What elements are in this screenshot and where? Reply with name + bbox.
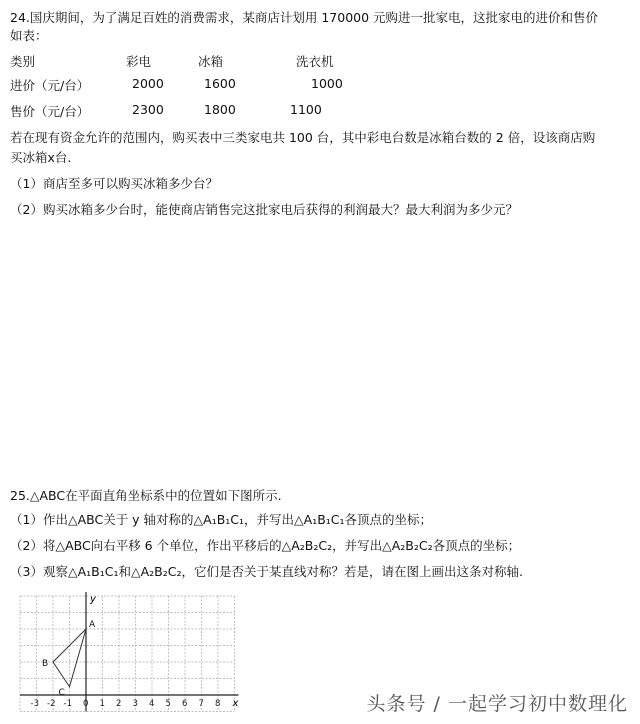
grid-lines [20, 596, 235, 712]
x-tick-label: -2 [47, 699, 56, 709]
x-tick-label: 8 [215, 699, 221, 709]
table-cell: 2300 [132, 102, 164, 117]
vertex-label-b: B [42, 659, 49, 669]
table-cell: 1800 [204, 102, 236, 117]
x-tick-label: 6 [182, 699, 188, 709]
x-tick-label: 3 [132, 699, 138, 709]
triangle-abc [42, 620, 96, 698]
y-axis-label: y [90, 594, 96, 605]
x-tick-label: 2 [116, 699, 122, 709]
table-cell: 1100 [290, 102, 322, 117]
table-cell: 2000 [132, 76, 164, 91]
q25-subquestion-2: （2）将△ABC向右平移 6 个单位，作出平移后的△A₂B₂C₂，并写出△A₂B₂C₂各顶点的坐标； [10, 538, 521, 553]
q24-condition-line2: 买冰箱x台. [10, 150, 72, 165]
table-header-tv: 彩电 [126, 54, 152, 69]
table-header-washer: 洗衣机 [296, 54, 334, 69]
q25-subquestion-1: （1）作出△ABC关于 y 轴对称的△A₁B₁C₁，并写出△A₁B₁C₁各顶点的坐标； [10, 512, 433, 527]
table-cell: 1000 [311, 76, 343, 91]
x-tick-label: 4 [149, 699, 155, 709]
q24-intro-line1: 24.国庆期间，为了满足百姓的消费需求，某商店计划用 170000 元购进一批家电，这批家电的进价和售价 [10, 10, 599, 25]
q24-condition-line1: 若在现有资金允许的范围内，购买表中三类家电共 100 台，其中彩电台数是冰箱台数的 2 倍，设该商店购 [10, 130, 596, 145]
x-tick-label: -1 [63, 699, 72, 709]
axes [20, 592, 239, 712]
x-tick-label: 0 [83, 699, 89, 709]
table-header-category: 类别 [10, 54, 36, 69]
q24-intro-line2: 如表： [10, 28, 48, 43]
coordinate-grid [10, 588, 254, 714]
x-tick-label: 5 [165, 699, 171, 709]
q24-subquestion-1: （1）商店至多可以购买冰箱多少台？ [10, 176, 218, 191]
x-tick-label: 1 [99, 699, 105, 709]
x-axis-label: x [232, 698, 239, 709]
watermark: 头条号 / 一起学习初中数理化 [366, 693, 628, 715]
coordinate-figure [10, 588, 254, 714]
q24-subquestion-2: （2）购买冰箱多少台时，能使商店销售完这批家电后获得的利润最大？最大利润为多少元？ [10, 202, 518, 217]
x-tick-label: 7 [198, 699, 204, 709]
vertex-label-c: C [58, 687, 65, 698]
table-cell: 1600 [204, 76, 236, 91]
tick-labels [31, 699, 221, 709]
vertex-label-a: A [89, 620, 96, 630]
table-row-label: 售价（元/台） [10, 104, 90, 119]
x-tick-label: -3 [30, 699, 39, 709]
q25-subquestion-3: （3）观察△A₁B₁C₁和△A₂B₂C₂，它们是否关于某直线对称？若是，请在图上画出这条对称轴. [10, 564, 523, 579]
q25-intro: 25.△ABC在平面直角坐标系中的位置如下图所示. [10, 488, 282, 503]
table-row-label: 进价（元/台） [10, 78, 90, 93]
table-header-fridge: 冰箱 [198, 54, 224, 69]
